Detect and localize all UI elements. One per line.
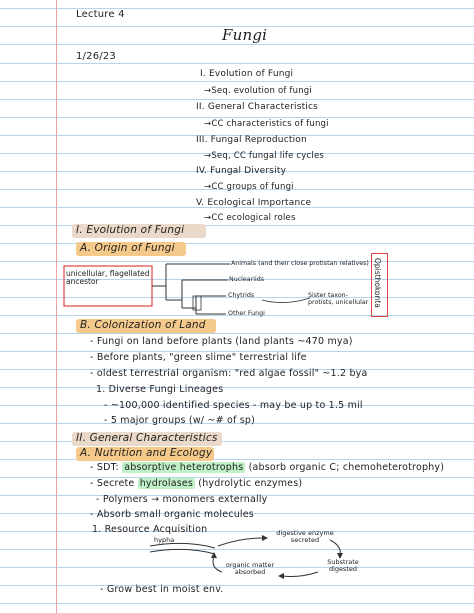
substrate-label: Substrate digested — [327, 558, 359, 573]
list-heading-lineages: 1. Diverse Fungi Lineages — [96, 384, 224, 395]
subsection-heading-nutrition: A. Nutrition and Ecology — [80, 447, 213, 459]
tree-leaf-nucleariids: Nucleariids — [229, 276, 265, 283]
tree-leaf-animals: Animals (and their close protistan relatives) — [231, 260, 369, 267]
hypha-line — [150, 543, 215, 548]
cycle-arrow — [282, 572, 318, 577]
list-item: - ~100,000 identified species - may be up to 1.5 mil — [104, 400, 363, 411]
cycle-arrow — [218, 538, 262, 546]
bullet-line: - Grow best in moist env. — [100, 584, 224, 595]
date-label: 1/26/23 — [76, 51, 116, 62]
toc-subitem: →CC characteristics of fungi — [204, 119, 329, 129]
bullet-line: - Polymers → monomers externally — [96, 494, 268, 505]
toc-item: IV. Fungal Diversity — [196, 166, 287, 176]
bullet-line: - Before plants, "green slime" terrestrial life — [90, 352, 307, 363]
bullet-line: - Fungi on land before plants (land plants ~470 mya) — [90, 336, 353, 347]
toc-item: II. General Characteristics — [196, 102, 319, 112]
toc-item: I. Evolution of Fungi — [200, 69, 294, 79]
toc-subitem: →Seq, CC fungal life cycles — [204, 151, 324, 161]
secrete-prefix: - Secrete — [90, 478, 138, 489]
highlight-absorptive-heterotrophs: absorptive heterotrophs — [124, 462, 244, 473]
highlight-hydrolases: hydrolases — [139, 478, 194, 489]
sister-taxon-note: Sister taxon- protists, unicellular — [308, 292, 369, 306]
tree-leaf-other-fungi: Other Fungi — [228, 310, 265, 317]
lecture-label: Lecture 4 — [76, 9, 125, 20]
organic-matter-label: organic matter absorbed — [225, 561, 275, 576]
opisthokonta-label: Opisthokonta — [373, 258, 382, 308]
hypha-label: hypha — [154, 536, 175, 544]
toc-subitem: →CC groups of fungi — [204, 182, 294, 192]
list-heading-resource: 1. Resource Acquisition — [92, 524, 208, 535]
secrete-suffix: (hydrolytic enzymes) — [195, 478, 303, 489]
bullet-line: - Absorb small organic molecules — [90, 509, 254, 520]
page-title: Fungi — [222, 26, 268, 44]
cycle-arrow — [213, 556, 222, 572]
section-heading-characteristics: II. General Characteristics — [76, 432, 218, 444]
list-item: - 5 major groups (w/ ~# of sp) — [104, 415, 256, 426]
sdt-suffix: (absorb organic C; chemoheterotrophy) — [245, 462, 445, 473]
subsection-heading-colonization: B. Colonization of Land — [80, 319, 206, 331]
toc-item: III. Fungal Reproduction — [196, 135, 307, 145]
section-heading-evolution: I. Evolution of Fungi — [76, 224, 185, 236]
toc-item: V. Ecological Importance — [196, 198, 312, 208]
toc-subitem: →CC ecological roles — [204, 213, 296, 223]
digestive-enzyme-label: digestive enzyme secreted — [276, 529, 334, 544]
ancestor-label: unicellular, flagellated ancestor — [66, 269, 150, 286]
bullet-line: - oldest terrestrial organism: "red algae fossil" ~1.2 bya — [90, 368, 368, 379]
toc-subitem: →Seq. evolution of fungi — [204, 86, 312, 96]
tree-leaf-chytrids: Chytrids — [228, 292, 255, 299]
subsection-heading-origin: A. Origin of Fungi — [80, 242, 175, 254]
sdt-prefix: - SDT: — [90, 462, 123, 473]
